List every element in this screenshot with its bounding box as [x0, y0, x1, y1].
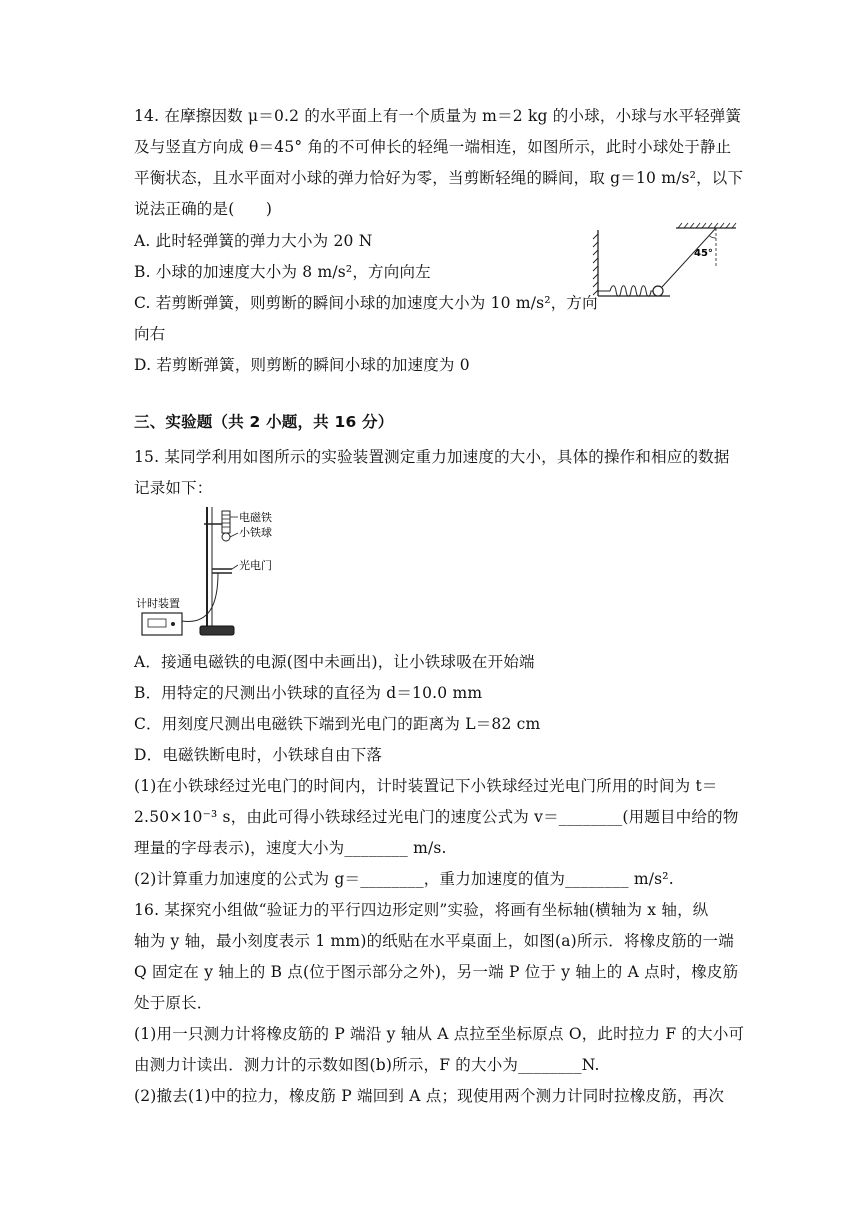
q16-part1-line-2: 由测力计读出．测力计的示数如图(b)所示，F 的大小为________N.	[134, 1056, 600, 1074]
q15-step-b: B．用特定的尺测出小铁球的直径为 d＝10.0 mm	[134, 684, 483, 702]
q14-line-4: 说法正确的是( )	[134, 200, 273, 218]
free-fall-apparatus-figure	[134, 503, 294, 643]
q15-part1-line-2: 2.50×10⁻³ s，由此可得小铁球经过光电门的速度公式为 v＝________(用题目中给的物	[134, 808, 739, 826]
q14-option-b: B. 小球的加速度大小为 8 m/s²，方向向左	[134, 263, 431, 281]
q16-line-2: 轴为 y 轴，最小刻度表示 1 mm)的纸贴在水平桌面上，如图(a)所示．将橡皮筋的一端	[134, 932, 734, 950]
q15-step-a: A．接通电磁铁的电源(图中未画出)，让小铁球吸在开始端	[134, 653, 535, 671]
q14-line-2: 及与竖直方向成 θ＝45° 角的不可伸长的轻绳一端相连，如图所示，此时小球处于静止	[134, 138, 732, 156]
q16-line-1: 16. 某探究小组做“验证力的平行四边形定则”实验，将画有坐标轴(横轴为 x 轴，纵	[134, 901, 709, 919]
timer-label: 计时装置	[136, 597, 180, 610]
photogate-label: 光电门	[239, 559, 272, 572]
q15-line-1: 15. 某同学利用如图所示的实验装置测定重力加速度的大小，具体的操作和相应的数据	[134, 448, 730, 466]
q16-part2-line-1: (2)撤去(1)中的拉力，橡皮筋 P 端回到 A 点；现使用两个测力计同时拉橡皮筋，再次	[134, 1087, 725, 1105]
q15-part2: (2)计算重力加速度的公式为 g＝________，重力加速度的值为________ m/s².	[134, 870, 674, 888]
q16-line-4: 处于原长．	[134, 994, 213, 1012]
q14-option-c-line-2: 向右	[134, 325, 166, 343]
q14-option-d: D. 若剪断弹簧，则剪断的瞬间小球的加速度为 0	[134, 356, 470, 374]
ball-label: 小铁球	[239, 526, 272, 539]
q15-part1-line-1: (1)在小铁球经过光电门的时间内，计时装置记下小铁球经过光电门所用的时间为 t＝	[134, 777, 718, 795]
q16-line-3: Q 固定在 y 轴上的 B 点(位于图示部分之外)，另一端 P 位于 y 轴上的 A 点时，橡皮筋	[134, 963, 739, 981]
q14-option-c-line-1: C. 若剪断弹簧，则剪断的瞬间小球的加速度大小为 10 m/s²，方向	[134, 294, 598, 312]
q15-step-d: D．电磁铁断电时，小铁球自由下落	[134, 746, 383, 764]
q16-part1-line-1: (1)用一只测力计将橡皮筋的 P 端沿 y 轴从 A 点拉至坐标原点 O，此时拉力 F 的大小可	[134, 1025, 745, 1043]
q15-line-2: 记录如下：	[134, 479, 213, 497]
q15-part1-line-3: 理量的字母表示)，速度大小为________ m/s.	[134, 839, 447, 857]
spring-ball-figure	[590, 222, 740, 304]
q14-line-1: 14. 在摩擦因数 μ＝0.2 的水平面上有一个质量为 m＝2 kg 的小球，小球与水平轻弹簧	[134, 107, 742, 125]
figure-angle-label: 45°	[694, 248, 713, 259]
q14-option-a: A. 此时轻弹簧的弹力大小为 20 N	[134, 232, 373, 250]
section-heading: 三、实验题（共 2 小题，共 16 分）	[134, 413, 394, 431]
q14-line-3: 平衡状态，且水平面对小球的弹力恰好为零，当剪断轻绳的瞬间，取 g＝10 m/s²，以下	[134, 169, 744, 187]
q15-step-c: C．用刻度尺测出电磁铁下端到光电门的距离为 L＝82 cm	[134, 715, 541, 733]
electromagnet-label: 电磁铁	[239, 511, 272, 524]
